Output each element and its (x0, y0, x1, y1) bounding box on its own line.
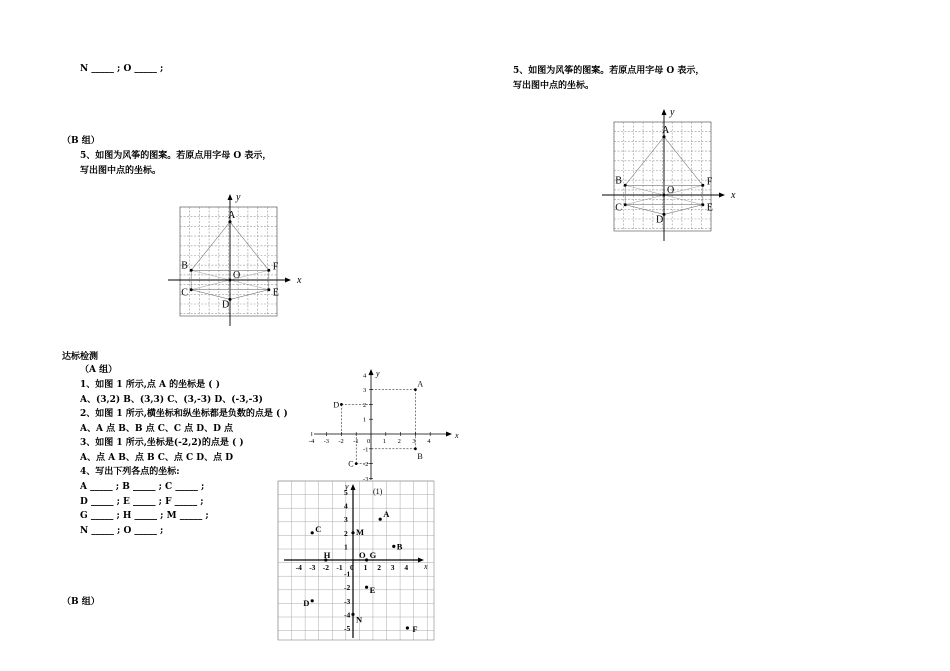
kite-figure-left (160, 188, 310, 328)
fig2-y-tick-label: 1 (344, 542, 348, 552)
kite-right-point (663, 194, 666, 197)
question-2-options: A、A 点 B、B 点 C、C 点 D、D 点 (80, 424, 234, 434)
fig1-point (414, 388, 417, 391)
fig2-point (311, 599, 314, 602)
answer-line-n-o-top: N _____ ; O _____ ; (80, 64, 164, 74)
kite-right-x-label: x (731, 190, 736, 201)
kite-right-y-arrow-icon (662, 109, 667, 115)
fig1-point-label: A (417, 379, 424, 389)
fig2-point (379, 518, 382, 521)
kite-figure-right (594, 103, 744, 243)
right-problem-5-line-2: 写出图中点的坐标。 (513, 81, 595, 91)
fig2-point (351, 613, 354, 616)
fig2-y-arrow-icon (351, 484, 356, 490)
kite-right-point-label: A (662, 124, 670, 136)
kite-left-point-label: D (222, 299, 230, 311)
kite-left-point-label: E (272, 287, 279, 299)
question-4-answer-line-4: N _____ ; O _____ ; (80, 526, 164, 536)
fig2-x-tick-label: 2 (377, 563, 381, 572)
fig1-point-label: C (348, 459, 354, 469)
fig2-x-tick-label: 0 (350, 563, 354, 572)
question-4-answer-line-1: A _____ ; B _____ ; C _____ ; (80, 482, 205, 492)
question-4-answer-line-3: G _____ ; H _____ ; M _____ ; (80, 511, 209, 521)
fig1-x-tick-label: -4 (308, 438, 315, 445)
group-a-heading: （A 组） (80, 365, 118, 375)
fig2-y-tick-label: 4 (344, 501, 348, 511)
question-1: 1、如图 1 所示,点 A 的坐标是 ( ) (80, 380, 220, 390)
fig1-x-tick-label: 1 (382, 438, 387, 445)
kite-left-point (267, 269, 270, 272)
fig1-y-tick-label: 1 (363, 416, 367, 424)
kite-right-point-label: C (615, 202, 622, 214)
kite-left-point-label: A (228, 209, 236, 221)
problem-5-line-1: 5、如图为风筝的图案。若原点用字母 O 表示， (80, 151, 272, 161)
fig1-x-tick-label: -1 (353, 438, 359, 445)
kite-left-y-label: y (236, 192, 241, 203)
kite-right-y-label: y (670, 107, 675, 118)
question-4-answer-line-2: D _____ ; E _____ ; F _____ ; (80, 497, 204, 507)
fig2-point-label: B (396, 541, 403, 552)
fig1-y-tick-label: -1 (363, 446, 369, 454)
fig1-caption: (1) (373, 487, 383, 496)
fig1-y-tick-label: 3 (363, 387, 367, 395)
fig2-y-tick-label: 5 (344, 488, 348, 497)
fig1-y-tick-label: -2 (363, 461, 369, 469)
fig2-x-tick-label: 4 (404, 563, 409, 572)
question-2: 2、如图 1 所示,横坐标和纵坐标都是负数的点是 ( ) (80, 409, 288, 419)
fig2-point-label: G (369, 550, 377, 560)
fig2-point-label: F (412, 624, 418, 634)
section-title: 达标检测 (62, 352, 99, 362)
fig1-y-arrow-icon (369, 369, 374, 375)
fig2-y-tick-label: -3 (344, 596, 351, 606)
fig2-x-tick-label: -2 (322, 563, 330, 572)
fig2-point (311, 531, 314, 534)
kite-left-point (229, 279, 232, 282)
kite-left-y-arrow-icon (228, 194, 233, 200)
kite-right-point (624, 203, 627, 206)
kite-left-point (267, 288, 270, 291)
fig1-point (414, 447, 417, 450)
fig2-x-tick-label: -3 (309, 563, 316, 572)
kite-right-point-label: E (706, 202, 713, 214)
fig2-x-tick-label: 1 (363, 563, 368, 572)
fig1-y-label: y (376, 369, 380, 378)
fig2-y-tick-label: -1 (344, 569, 351, 579)
question-3-options: A、点 A B、点 B C、点 C D、点 D (80, 453, 234, 463)
question-1-options: A、(3,2) B、(3,3) C、(3,-3) D、(-3,-3) (80, 395, 263, 405)
kite-left-x-arrow-icon (285, 278, 291, 283)
fig1-point (355, 462, 358, 465)
fig2-y-tick-label: 2 (344, 528, 348, 538)
kite-left-x-label: x (297, 275, 302, 286)
fig1-x-tick-label: 3 (412, 438, 416, 445)
kite-right-point (701, 184, 704, 187)
fig2-point-label: C (315, 523, 322, 534)
kite-left-point-label: O (233, 270, 241, 281)
fig2-x-label: x (424, 562, 428, 571)
kite-left-point-label: F (272, 261, 279, 273)
kite-right-point (701, 203, 704, 206)
group-b-heading-bottom: （B 组） (62, 597, 100, 607)
fig2-point-label: O (359, 550, 366, 560)
fig2-y-tick-label: -4 (344, 610, 351, 620)
kite-right-point-label: D (656, 214, 664, 226)
fig1-x-tick-label: -3 (323, 438, 330, 445)
fig1-y-tick-label: -3 (363, 475, 369, 483)
fig1-x-tick-label: 2 (397, 438, 401, 445)
group-b-heading: （B 组） (62, 136, 100, 146)
kite-left-point (190, 269, 193, 272)
fig1-y-tick-label: 4 (363, 372, 367, 380)
fig2-y-label: y (345, 482, 349, 491)
fig2-point (406, 626, 409, 629)
problem-5-line-2: 写出图中点的坐标。 (80, 166, 162, 176)
fig2-x-tick-label: 3 (390, 563, 395, 572)
fig1-x-tick-label: 4 (427, 438, 431, 445)
fig2-point (392, 545, 395, 548)
kite-left-point (190, 288, 193, 291)
fig2-point-label: E (369, 585, 376, 596)
fig1-origin-label: 0 (367, 438, 371, 445)
fig2-point (351, 531, 354, 534)
fig1-point-label: B (417, 451, 423, 461)
fig2-point-label: A (383, 509, 390, 520)
fig2-point-label: M (356, 526, 365, 537)
right-problem-5-line-1: 5、如图为风筝的图案。若原点用字母 O 表示， (513, 66, 705, 76)
fig1-x-tick-label: -2 (338, 438, 344, 445)
fig2-y-tick-label: -2 (344, 583, 351, 593)
kite-right-point-label: F (706, 176, 713, 188)
fig2-point-label: N (356, 614, 363, 625)
fig2-x-tick-label: -1 (336, 563, 343, 572)
fig2-point (365, 586, 368, 589)
kite-right-x-arrow-icon (719, 193, 725, 198)
question-3: 3、如图 1 所示,坐标是(-2,2)的点是 ( ) (80, 438, 244, 448)
fig2-point-label: D (303, 597, 310, 608)
kite-left-point-label: C (181, 287, 188, 299)
fig2-point-label: H (323, 550, 331, 560)
question-4: 4、写出下列各点的坐标: (80, 467, 180, 477)
kite-right-point-label: B (615, 175, 622, 187)
fig2-y-tick-label: 3 (344, 515, 348, 525)
fig1-x-arrow-icon (446, 432, 452, 437)
kite-left-point-label: B (181, 260, 188, 272)
kite-right-point-label: O (667, 185, 675, 196)
fig1-point (340, 403, 343, 406)
fig2-y-tick-label: -5 (344, 624, 351, 633)
figure-2-coordinate-grid (272, 475, 442, 646)
fig1-x-label: x (455, 431, 459, 440)
kite-right-point (624, 184, 627, 187)
fig2-x-tick-label: -4 (295, 563, 302, 572)
fig1-point-label: D (333, 400, 340, 410)
fig1-y-tick-label: 2 (363, 401, 367, 409)
